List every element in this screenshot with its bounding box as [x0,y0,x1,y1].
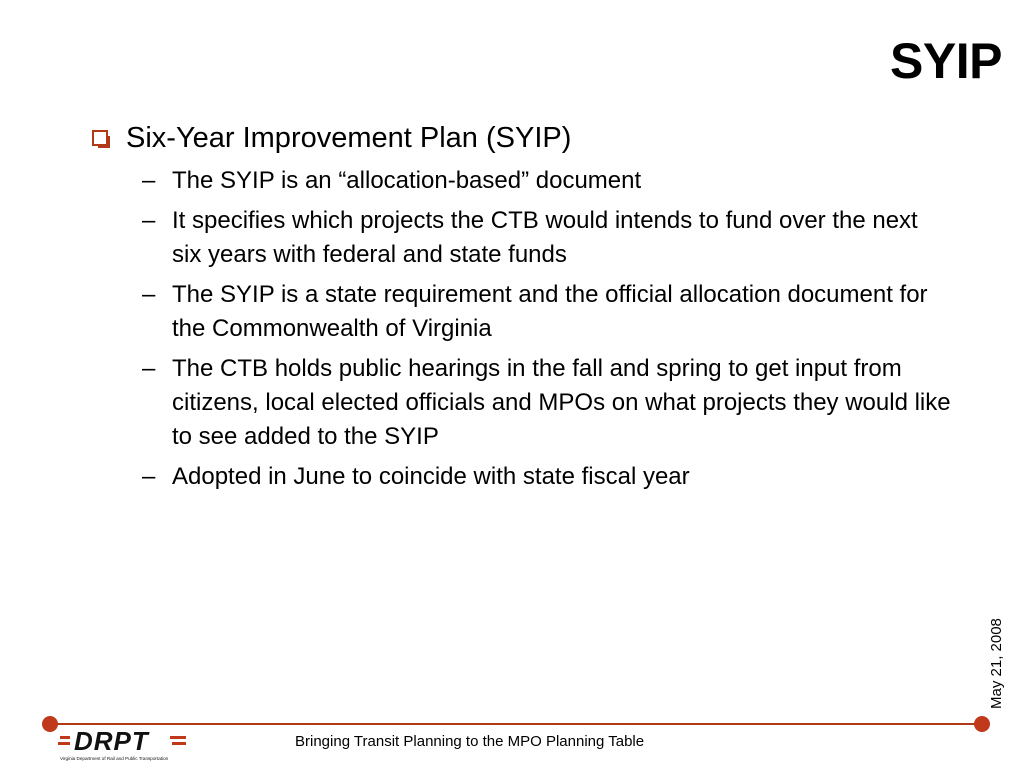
sub-bullet-text: The CTB holds public hearings in the fall and spring to get input from citizens, local elected officials and MPOs on what projects they would like to see added to the SYIP [172,355,951,450]
checkbox-bullet-icon [92,130,108,146]
sub-bullet-text: Adopted in June to coincide with state fiscal year [172,463,690,490]
dash-marker: – [142,207,156,234]
sub-bullet-text: The SYIP is a state requirement and the official allocation document for the Commonwealth of Virginia [172,281,928,342]
slide-content [92,120,952,500]
sub-bullet [142,278,952,346]
logo-subtext: Virginia Department of Rail and Public Transportation [60,756,169,761]
dash-marker: – [142,167,156,194]
dash-marker: – [142,463,156,490]
footer-dot-left [42,716,58,732]
sub-bullet [142,352,952,454]
slide-date: May 21, 2008 [988,618,1005,709]
footer-divider [50,723,982,725]
main-bullet-text: Six-Year Improvement Plan (SYIP) [126,122,572,154]
slide-title: SYIP [890,33,1002,89]
sub-bullet [142,204,952,272]
sub-bullet [142,460,952,494]
logo-wordmark: DRPT [74,726,149,756]
footer-text: Bringing Transit Planning to the MPO Planning Table [295,733,645,750]
dash-marker: – [142,281,156,308]
sub-bullet-text: The SYIP is an “allocation-based” document [172,167,642,194]
footer-dot-right [974,716,990,732]
main-bullet [92,120,952,156]
sub-bullet-text: It specifies which projects the CTB would intends to fund over the next six years with federal and state funds [172,207,918,268]
drpt-logo [58,726,198,762]
sub-bullet-list [92,164,952,494]
dash-marker: – [142,355,156,382]
sub-bullet [142,164,952,198]
